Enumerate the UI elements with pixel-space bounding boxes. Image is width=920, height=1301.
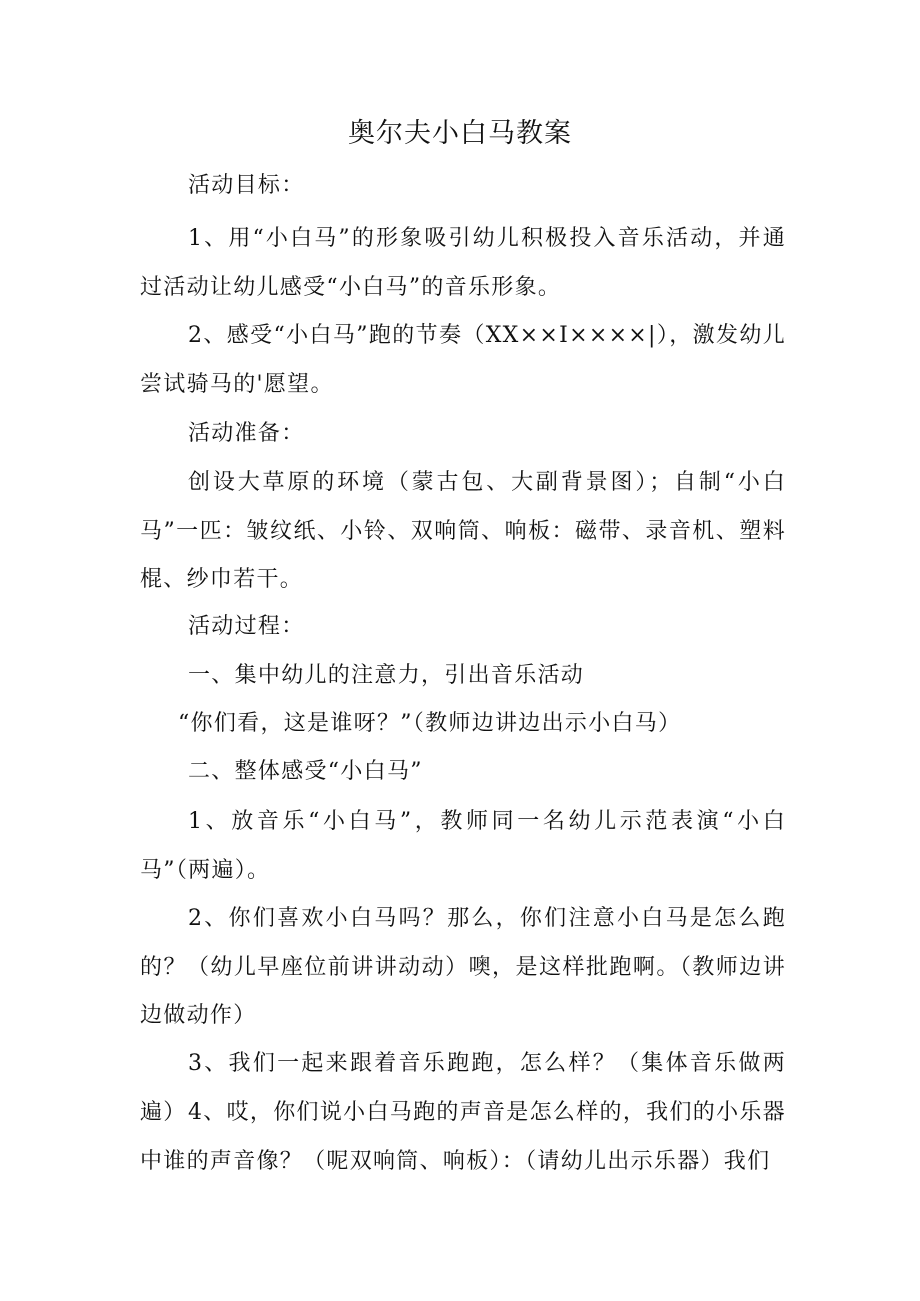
paragraph-step-2-4: 4、哎，你们说小白马跑的声音是怎么样的，我们的小乐器中谁的声音像？（呢双响筒、响板）：（请幼儿出示乐器）我们: [140, 1100, 786, 1174]
paragraph-step-2-1: 1、放音乐“小白马”，教师同一名幼儿示范表演“小白马”（两遍）。: [140, 809, 786, 883]
paragraph-step-2-3: 3、我们一起来跟着音乐跑跑，怎么样？（集体音乐做两遍）: [140, 1051, 786, 1125]
section-heading-process: 活动过程：: [188, 614, 305, 639]
paragraph-goal-2: 2、感受“小白马”跑的节奏（XX××I××××|），激发幼儿尝试骑马的'愿望。: [140, 323, 786, 397]
section-heading-preparation: 活动准备：: [188, 421, 305, 446]
document-title: 奥尔夫小白马教案: [348, 118, 572, 149]
paragraph-preparation: 创设大草原的环境（蒙古包、大副背景图）；自制“小白马”一匹：皱纹纸、小铃、双响筒、响板：磁带、录音机、塑料棍、纱巾若干。: [140, 470, 786, 592]
paragraph-step-2-2: 2、你们喜欢小白马吗？那么，你们注意小白马是怎么跑的？（幼儿早座位前讲讲动动）噢，是这样批跑啊。（教师边讲边做动作）: [140, 906, 786, 1028]
paragraph-goal-1: 1、用“小白马”的形象吸引幼儿积极投入音乐活动，并通过活动让幼儿感受“小白马”的音乐形象。: [140, 226, 786, 300]
paragraph-step-2: 二、整体感受“小白马”: [188, 759, 423, 784]
paragraph-step-1-quote: “你们看，这是谁呀？”（教师边讲边出示小白马）: [178, 711, 682, 736]
section-heading-goals: 活动目标：: [188, 173, 305, 198]
paragraph-step-1: 一、集中幼儿的注意力，引出音乐活动: [188, 663, 585, 688]
